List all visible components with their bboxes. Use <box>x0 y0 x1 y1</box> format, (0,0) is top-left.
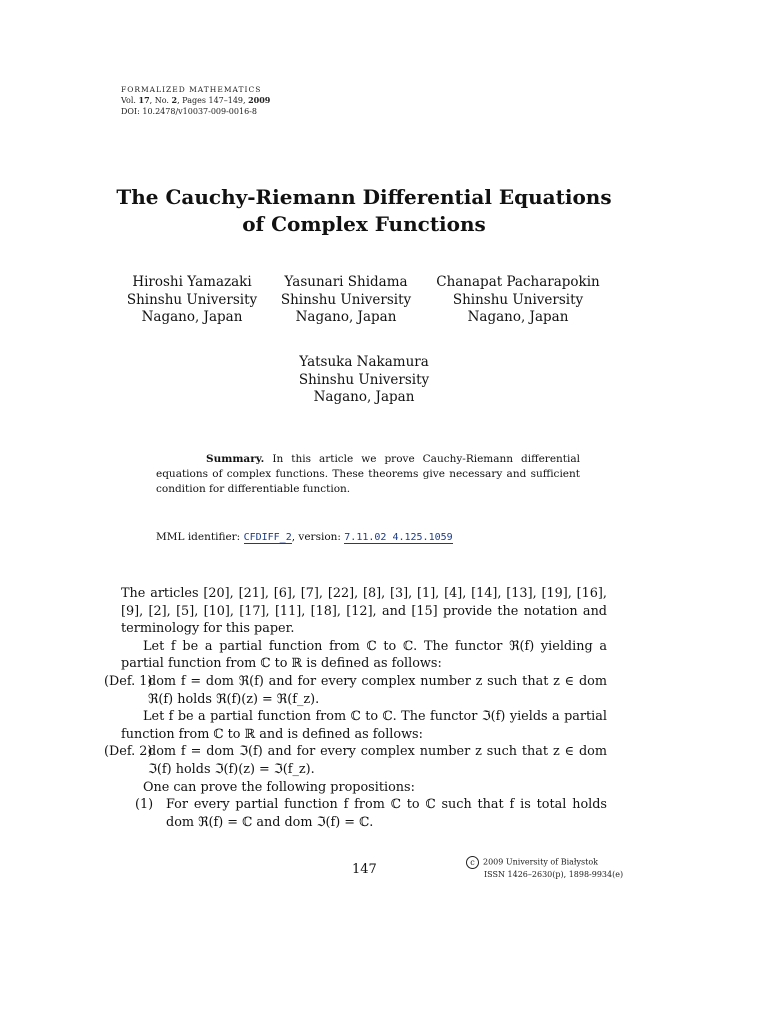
author-affiliation: Shinshu University <box>298 371 430 388</box>
journal-header <box>121 84 270 117</box>
copyright-notice: c 2009 University of Białystok ISSN 1426–2630(p), 1898-9934(e) <box>466 856 623 880</box>
summary-label: Summary. <box>206 453 265 465</box>
summary <box>156 452 580 497</box>
paper-title: The Cauchy-Riemann Differential Equations of Complex Functions <box>116 185 612 236</box>
author-affiliation: Shinshu University <box>452 291 584 308</box>
mml-identifier: MML identifier: CFDIFF_2, version: 7.11.02 4.125.1059 <box>156 531 453 543</box>
author-location: Nagano, Japan <box>141 309 243 325</box>
definition-2 <box>104 743 607 778</box>
proposition-text: For every partial function f from ℂ to ℂ such that f is total holds dom ℜ(f) = ℂ and dom ℑ(f) = ℂ. <box>166 797 607 830</box>
definition-text: dom f = dom ℜ(f) and for every complex number z such that z ∈ dom ℜ(f) holds ℜ(f)(z) = ℜ(f_z). <box>148 673 607 707</box>
author-name: Chanapat Pacharapokin <box>436 274 600 290</box>
author-block <box>246 274 446 327</box>
author-location: Nagano, Japan <box>467 309 569 325</box>
mml-identifier-link[interactable]: CFDIFF_2 <box>243 532 292 543</box>
proposition-1 <box>121 796 607 831</box>
copyright-icon: c <box>466 856 479 869</box>
journal-name: FORMALIZED MATHEMATICS <box>121 85 262 94</box>
author-block <box>264 354 464 407</box>
mml-version-link[interactable]: 7.11.02 4.125.1059 <box>344 532 453 543</box>
author-affiliation: Shinshu University <box>126 291 258 308</box>
paragraph: Let f be a partial function from ℂ to ℂ. The functor ℜ(f) yielding a partial function from ℂ to ℝ is defined as follows: <box>121 638 607 672</box>
intro-paragraph: The articles [20], [21], [6], [7], [22], [8], [3], [1], [4], [14], [13], [19], [16], [9], [2], [5], [10], [17], [11], [18], [12], and [15] provide the notation and terminology for this paper. <box>121 586 607 637</box>
definition-1 <box>104 673 607 708</box>
page-number: 147 <box>352 862 377 877</box>
issn: ISSN 1426–2630(p), 1898-9934(e) <box>484 870 624 879</box>
paragraph: One can prove the following propositions: <box>143 779 415 795</box>
author-location: Nagano, Japan <box>295 309 397 325</box>
author-block <box>418 274 618 327</box>
author-name: Hiroshi Yamazaki <box>132 274 252 290</box>
author-location: Nagano, Japan <box>313 389 415 405</box>
proposition-label: (1) <box>135 797 154 813</box>
paragraph: Let f be a partial function from ℂ to ℂ. The functor ℑ(f) yields a partial function from ℂ to ℝ and is defined as follows: <box>121 709 607 742</box>
definition-text: dom f = dom ℑ(f) and for every complex number z such that z ∈ dom ℑ(f) holds ℑ(f)(z) = ℑ(f_z). <box>148 744 607 777</box>
definition-label: (Def. 2) <box>104 744 153 760</box>
summary-text: In this article we prove Cauchy-Riemann differential equations of complex functions. These theorems give necessary and sufficient condition for differentiable function. <box>156 453 580 495</box>
volume-line: Vol. 17, No. 2, Pages 147–149, 2009 <box>121 95 271 105</box>
author-name: Yatsuka Nakamura <box>299 354 429 370</box>
author-name: Yasunari Shidama <box>284 274 408 290</box>
definition-label: (Def. 1) <box>104 673 153 689</box>
author-affiliation: Shinshu University <box>280 291 412 308</box>
article-body <box>104 585 607 831</box>
doi: DOI: 10.2478/v10037-009-0016-8 <box>121 107 257 116</box>
